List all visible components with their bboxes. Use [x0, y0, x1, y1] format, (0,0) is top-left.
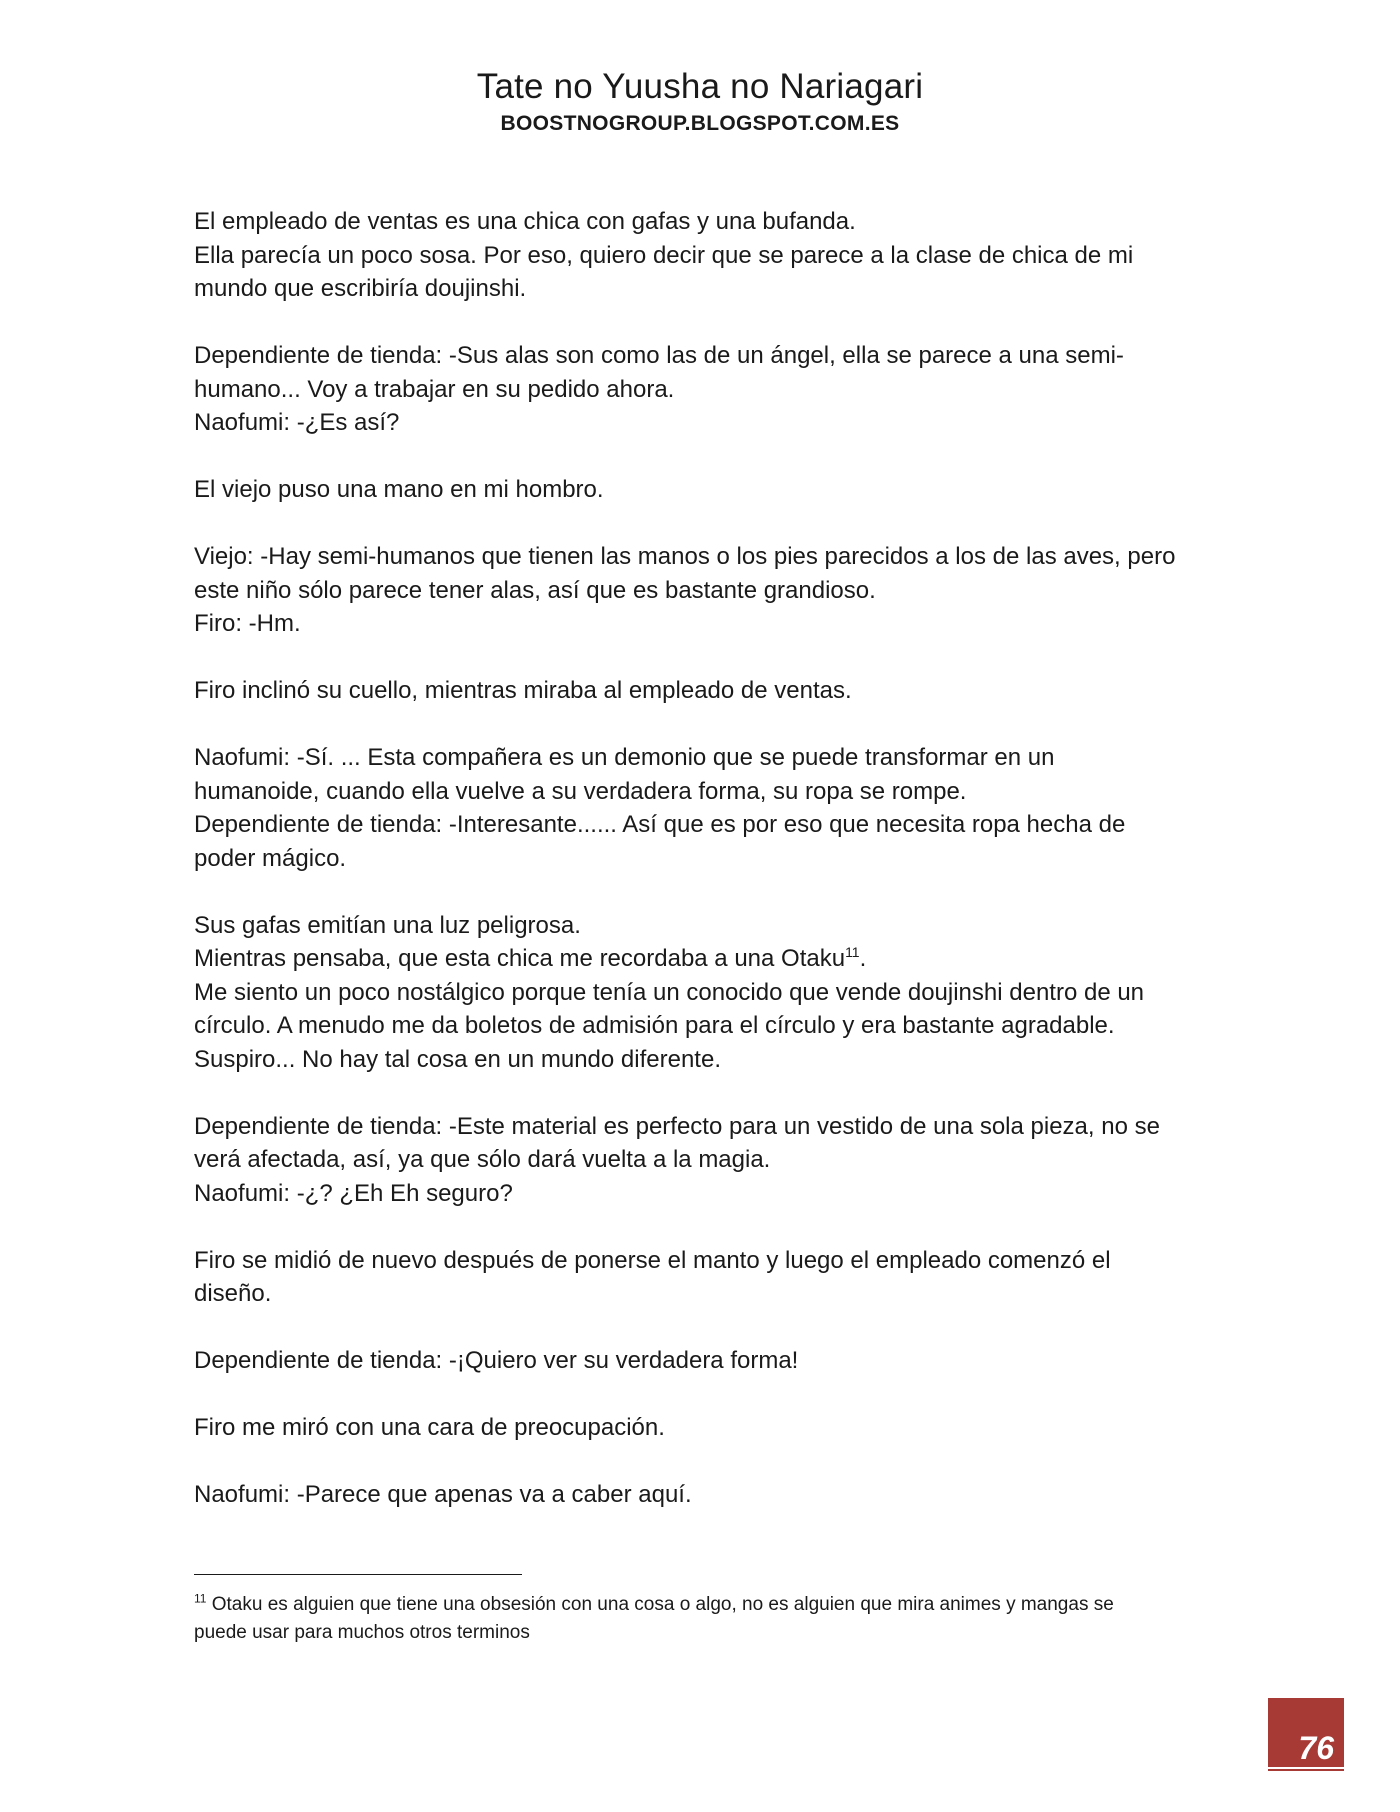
footnote-line: puede usar para muchos otros terminos [194, 1622, 530, 1643]
page-number: 76 [1298, 1730, 1334, 1766]
text-line: Sus gafas emitían una luz peligrosa. [194, 911, 581, 939]
text-line: verá afectada, así, ya que sólo dará vuelta a la magia. [194, 1146, 771, 1173]
text-line: Suspiro... No hay tal cosa en un mundo diferente. [194, 1045, 721, 1073]
text-line: El viejo puso una mano en mi hombro. [194, 476, 604, 503]
text-line: Firo se midió de nuevo después de ponerse el manto y luego el empleado comenzó el [194, 1246, 1111, 1274]
paragraph [194, 473, 1204, 507]
text-line: Ella parecía un poco sosa. Por eso, quiero decir que se parece a la clase de chica de mi [194, 241, 1134, 269]
text-line: Firo me miró con una cara de preocupación. [194, 1414, 665, 1441]
text-line: Viejo: -Hay semi-humanos que tienen las manos o los pies parecidos a los de las aves, pero [194, 543, 1176, 570]
text-line: humano... Voy a trabajar en su pedido ahora. [194, 375, 675, 403]
text-line: Me siento un poco nostálgico porque tenía un conocido que vende doujinshi dentro de un [194, 978, 1145, 1006]
text-line: humanoide, cuando ella vuelve a su verdadera forma, su ropa se rompe. [194, 777, 967, 805]
paragraph [194, 1344, 1204, 1378]
page-number-badge [1268, 1698, 1344, 1771]
paragraph [194, 1244, 1204, 1311]
text-line: El empleado de ventas es una chica con gafas y una bufanda. [194, 208, 856, 235]
text-line-with-footnote [194, 942, 1204, 976]
text-line: Dependiente de tienda: -Este material es perfecto para un vestido de una sola pieza, no se [194, 1112, 1160, 1140]
footnote-text: Otaku es alguien que tiene una obsesión con una cosa o algo, no es alguien que mira animes y mangas se [206, 1594, 1114, 1615]
text-line: Naofumi: -¿Es así? [194, 409, 400, 436]
text-line: Dependiente de tienda: -Sus alas son como las de un ángel, ella se parece a una semi- [194, 342, 1124, 369]
text-line: Naofumi: -Sí. ... Esta compañera es un demonio que se puede transformar en un [194, 744, 1055, 771]
document-title: Tate no Yuusha no Nariagari [476, 67, 924, 106]
footnote-line [194, 1591, 1214, 1619]
paragraph [194, 540, 1204, 641]
otaku-text-end: . [859, 945, 867, 972]
text-line: poder mágico. [194, 844, 347, 872]
footnote-number: 11 [194, 1591, 207, 1606]
paragraph [194, 1110, 1204, 1211]
page-header [0, 64, 1400, 138]
text-line: Firo inclinó su cuello, mientras miraba al empleado de ventas. [194, 677, 852, 704]
text-line: diseño. [194, 1280, 272, 1307]
text-line: este niño sólo parece tener alas, así que es bastante grandioso. [194, 576, 876, 604]
text-line: Firo: -Hm. [194, 610, 301, 637]
footnote-reference[interactable]: 11 [845, 944, 860, 960]
paragraph [194, 909, 1204, 1077]
text-line: mundo que escribiría doujinshi. [194, 275, 527, 302]
paragraph [194, 1478, 1204, 1512]
paragraph [194, 741, 1204, 875]
footnote-divider [194, 1574, 522, 1575]
page-number-underline [1268, 1767, 1344, 1769]
text-line: Dependiente de tienda: -¡Quiero ver su verdadera forma! [194, 1347, 799, 1374]
paragraph [194, 674, 1204, 708]
paragraph [194, 205, 1204, 306]
text-line: Naofumi: -Parece que apenas va a caber aquí. [194, 1481, 692, 1508]
otaku-text: Mientras pensaba, que esta chica me recordaba a una Otaku [194, 945, 846, 972]
paragraph [194, 339, 1204, 440]
body-text [194, 205, 1204, 1545]
text-line: círculo. A menudo me da boletos de admisión para el círculo y era bastante agradable. [194, 1012, 1115, 1039]
footnote [194, 1591, 1214, 1647]
site-url: BOOSTNOGROUP.BLOGSPOT.COM.ES [500, 112, 900, 135]
text-line: Naofumi: -¿? ¿Eh Eh seguro? [194, 1179, 513, 1207]
text-line: Dependiente de tienda: -Interesante...... Así que es por eso que necesita ropa hecha de [194, 811, 1126, 838]
paragraph [194, 1411, 1204, 1445]
